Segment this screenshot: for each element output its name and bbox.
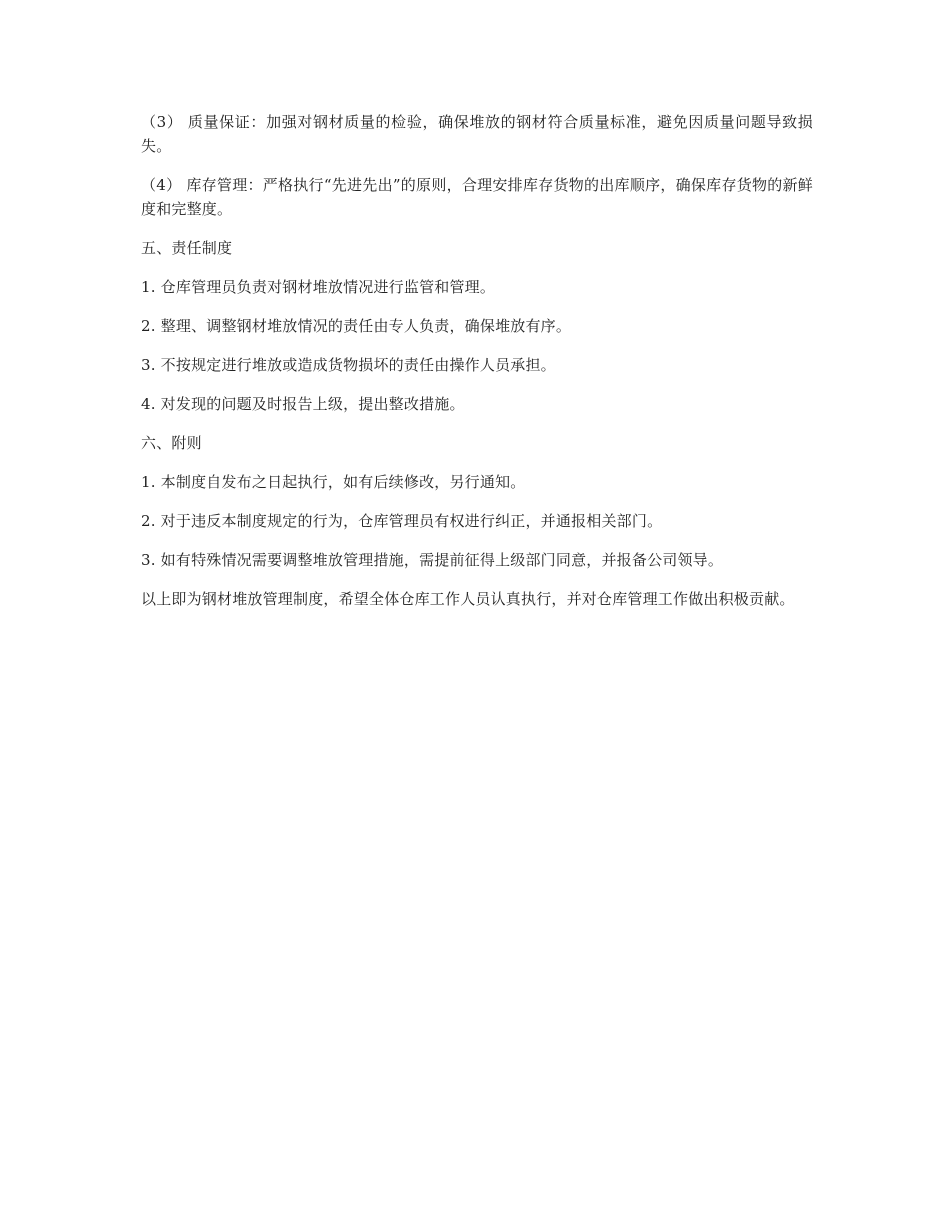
section-heading-responsibility: 五、责任制度 bbox=[141, 239, 233, 257]
supplementary-item: 1. 本制度自发布之日起执行，如有后续修改，另行通知。 bbox=[141, 473, 526, 491]
conclusion-paragraph: 以上即为钢材堆放管理制度，希望全体仓库工作人员认真执行，并对仓库管理工作做出积极贡献。 bbox=[141, 590, 795, 608]
responsibility-item: 1. 仓库管理员负责对钢材堆放情况进行监管和管理。 bbox=[141, 278, 496, 296]
responsibility-item: 4. 对发现的问题及时报告上级，提出整改措施。 bbox=[141, 395, 465, 413]
section-heading-supplementary: 六、附则 bbox=[141, 434, 202, 452]
responsibility-item: 3. 不按规定进行堆放或造成货物损坏的责任由操作人员承担。 bbox=[141, 356, 556, 374]
responsibility-item: 2. 整理、调整钢材堆放情况的责任由专人负责，确保堆放有序。 bbox=[141, 317, 572, 335]
supplementary-item: 2. 对于违反本制度规定的行为，仓库管理员有权进行纠正，并通报相关部门。 bbox=[141, 512, 663, 530]
quality-assurance-paragraph: （3） 质量保证：加强对钢材质量的检验，确保堆放的钢材符合质量标准，避免因质量问题导致损失。 bbox=[141, 113, 813, 155]
inventory-management-paragraph: （4） 库存管理：严格执行“先进先出”的原则，合理安排库存货物的出库顺序，确保库存货物的新鲜度和完整度。 bbox=[141, 176, 813, 218]
supplementary-item: 3. 如有特殊情况需要调整堆放管理措施，需提前征得上级部门同意，并报备公司领导。 bbox=[141, 551, 724, 569]
document-body bbox=[141, 110, 813, 626]
